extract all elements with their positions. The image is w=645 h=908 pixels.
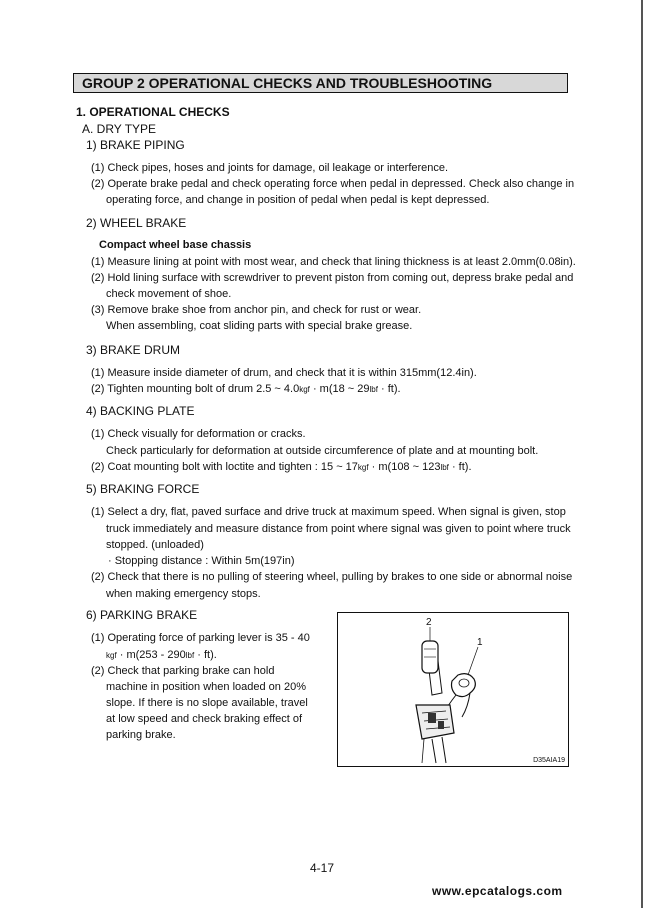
backing-plate-heading: 4) BACKING PLATE xyxy=(86,404,195,418)
figure-callout-2: 2 xyxy=(426,617,432,628)
subsection-title: A. DRY TYPE xyxy=(82,122,157,136)
brake-piping-line: operating force, and change in position of pedal when pedal is kept depressed. xyxy=(106,194,490,206)
page-number: 4-17 xyxy=(310,861,335,875)
wheel-brake-line: check movement of shoe. xyxy=(106,288,232,300)
wheel-brake-line: (1) Measure lining at point with most wear, and check that lining thickness is at least 2.0mm(0.08in). xyxy=(91,256,576,268)
wheel-brake-line: (3) Remove brake shoe from anchor pin, and check for rust or wear. xyxy=(91,304,422,316)
parking-lever-figure xyxy=(337,612,569,767)
section-title: 1. OPERATIONAL CHECKS xyxy=(76,105,230,119)
figure-code: D35AIA19 xyxy=(533,757,565,764)
watermark-url: www.epcatalogs.com xyxy=(432,884,563,898)
parking-brake-line: (1) Operating force of parking lever is 35 - 40 xyxy=(91,632,310,644)
parking-brake-line: (2) Check that parking brake can hold xyxy=(91,665,275,677)
parking-lever-illustration xyxy=(338,613,570,768)
parking-brake-line: at low speed and check braking effect of xyxy=(106,713,303,725)
braking-force-heading: 5) BRAKING FORCE xyxy=(86,482,200,496)
braking-force-line: stopped. (unloaded) xyxy=(106,539,204,551)
wheel-brake-heading: 2) WHEEL BRAKE xyxy=(86,216,187,230)
braking-force-line: · Stopping distance : Within 5m(197in) xyxy=(108,555,295,567)
group-header: GROUP 2 OPERATIONAL CHECKS AND TROUBLESHOOTING xyxy=(73,73,568,93)
braking-force-line: when making emergency stops. xyxy=(106,588,261,600)
brake-piping-line: (1) Check pipes, hoses and joints for damage, oil leakage or interference. xyxy=(91,162,449,174)
brake-drum-line: (1) Measure inside diameter of drum, and check that it is within 315mm(12.4in). xyxy=(91,367,477,379)
figure-callout-1: 1 xyxy=(477,637,483,648)
parking-brake-line: slope. If there is no slope available, travel xyxy=(106,697,308,709)
parking-brake-line: kgf · m(253 - 290lbf · ft). xyxy=(106,649,217,661)
backing-plate-line: (2) Coat mounting bolt with loctite and tighten : 15 ~ 17kgf · m(108 ~ 123lbf · ft). xyxy=(91,461,472,473)
parking-brake-line: parking brake. xyxy=(106,729,176,741)
parking-brake-line: machine in position when loaded on 20% xyxy=(106,681,306,693)
backing-plate-line: Check particularly for deformation at outside circumference of plate and at mounting bolt. xyxy=(106,445,539,457)
braking-force-line: (1) Select a dry, flat, paved surface and drive truck at maximum speed. When signal is given, stop xyxy=(91,506,566,518)
wheel-brake-line: (2) Hold lining surface with screwdriver to prevent piston from coming out, depress brake pedal and xyxy=(91,272,574,284)
brake-drum-line: (2) Tighten mounting bolt of drum 2.5 ~ 4.0kgf · m(18 ~ 29lbf · ft). xyxy=(91,383,401,395)
braking-force-line: (2) Check that there is no pulling of steering wheel, pulling by brakes to one side or abnormal noise xyxy=(91,571,573,583)
brake-piping-line: (2) Operate brake pedal and check operating force when pedal in depressed. Check also change in xyxy=(91,178,575,190)
backing-plate-line: (1) Check visually for deformation or cracks. xyxy=(91,428,306,440)
page-edge xyxy=(641,0,643,908)
braking-force-line: truck immediately and measure distance from point where signal was given to point where truck xyxy=(106,523,571,535)
wheel-brake-line: When assembling, coat sliding parts with special brake grease. xyxy=(106,320,413,332)
brake-drum-heading: 3) BRAKE DRUM xyxy=(86,343,181,357)
wheel-brake-subheading: Compact wheel base chassis xyxy=(99,239,252,251)
parking-brake-heading: 6) PARKING BRAKE xyxy=(86,608,198,622)
brake-piping-heading: 1) BRAKE PIPING xyxy=(86,138,185,152)
